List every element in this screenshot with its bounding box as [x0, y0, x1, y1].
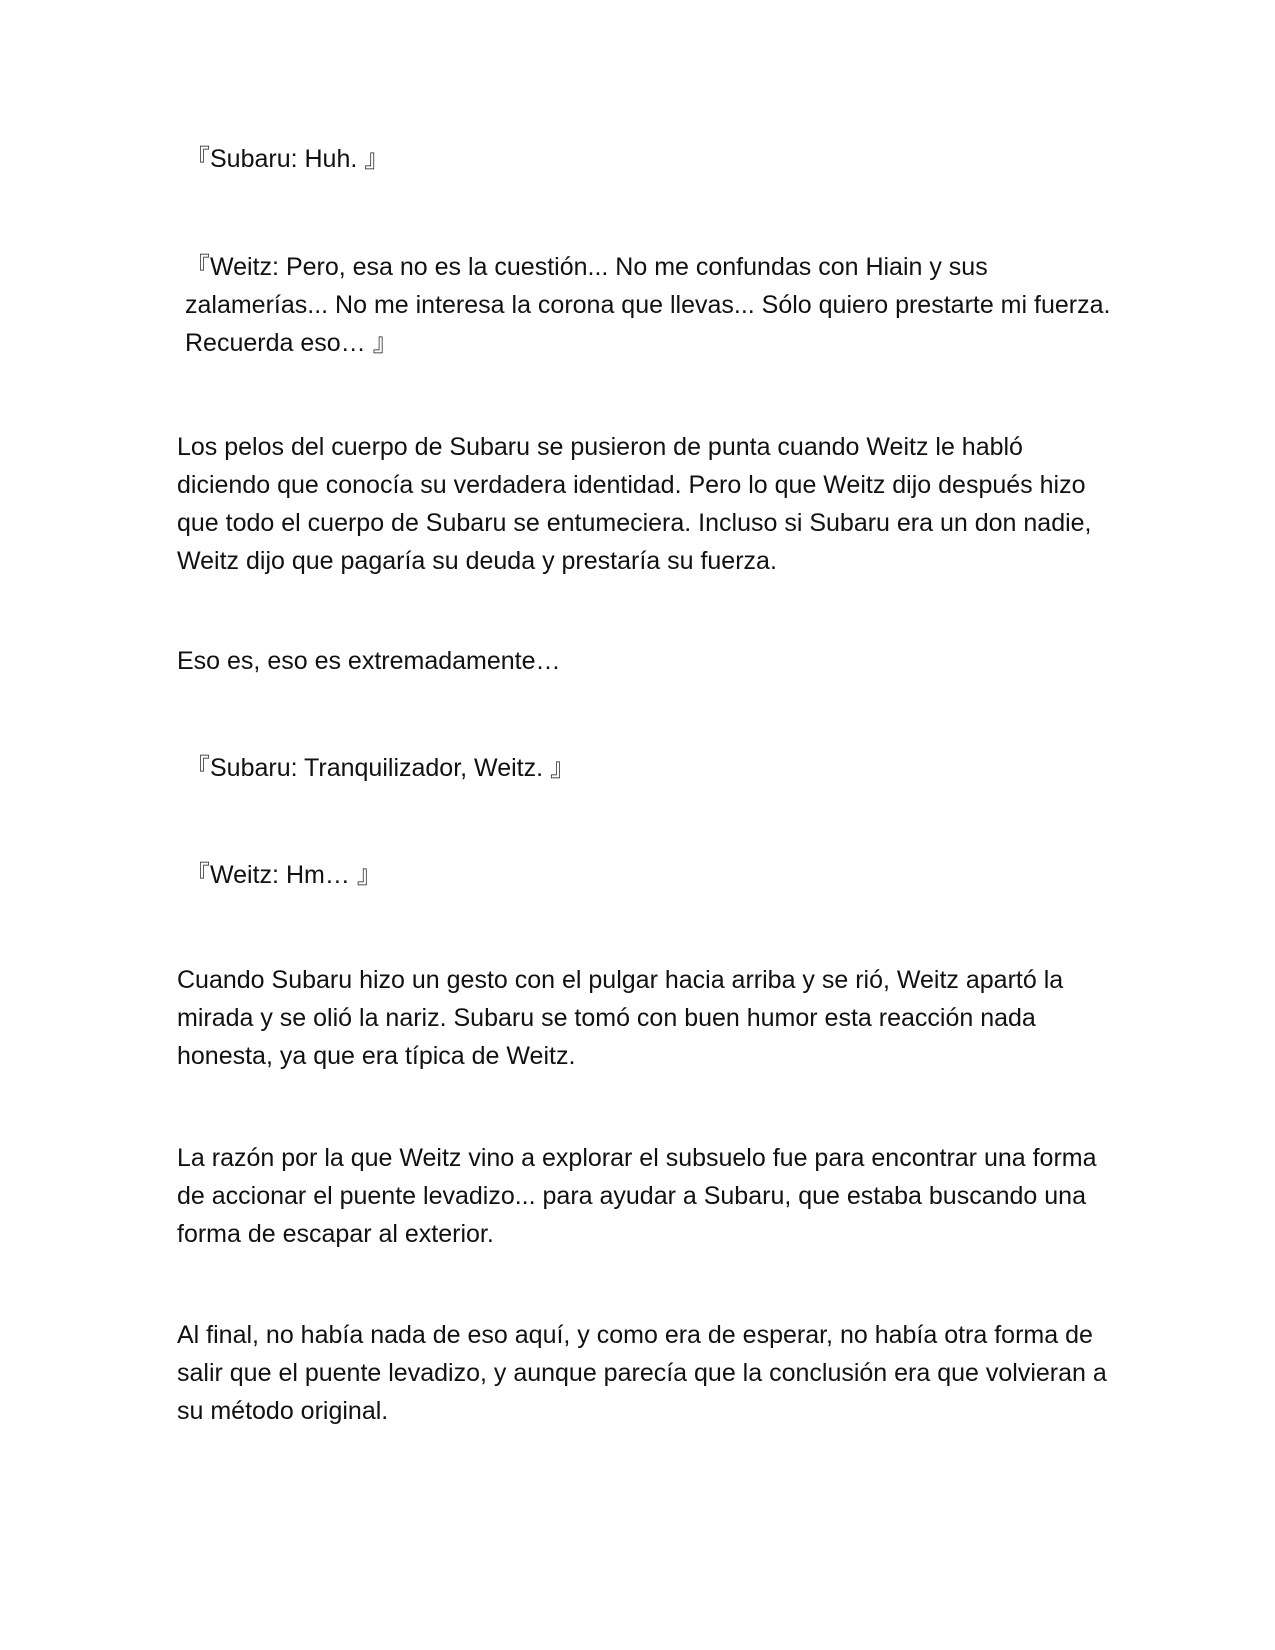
dialogue-paragraph: 『Subaru: Tranquilizador, Weitz. 』: [185, 754, 575, 782]
narration-paragraph: Al final, no había nada de eso aquí, y como era de esperar, no había otra forma de salir que el puente levadizo, y aunque parecía que la conclusión era que volvieran a su método original.: [177, 1321, 1114, 1425]
narration-paragraph: Cuando Subaru hizo un gesto con el pulgar hacia arriba y se rió, Weitz apartó la mirada y se olió la nariz. Subaru se tomó con buen humor esta reacción nada honesta, ya que era típica de Weitz.: [177, 966, 1071, 1070]
narration-paragraph: Eso es, eso es extremadamente…: [177, 647, 561, 675]
narration-paragraph: Los pelos del cuerpo de Subaru se pusieron de punta cuando Weitz le habló diciendo que conocía su verdadera identidad. Pero lo que Weitz dijo después hizo que todo el cuerpo de Subaru se entumeciera. Incluso si Subaru era un don nadie, Weitz dijo que pagaría su deuda y prestaría su fuerza.: [177, 433, 1099, 575]
dialogue-paragraph: 『Subaru: Huh. 』: [185, 145, 390, 173]
dialogue-paragraph: 『Weitz: Hm… 』: [185, 861, 382, 889]
dialogue-paragraph: 『Weitz: Pero, esa no es la cuestión... No me confundas con Hiain y sus zalamerías... No me interesa la corona que llevas... Sólo quiero prestarte mi fuerza. Recuerda eso… 』: [185, 253, 1118, 357]
narration-paragraph: La razón por la que Weitz vino a explorar el subsuelo fue para encontrar una forma de accionar el puente levadizo... para ayudar a Subaru, que estaba buscando una forma de escapar al exterior.: [177, 1144, 1104, 1248]
